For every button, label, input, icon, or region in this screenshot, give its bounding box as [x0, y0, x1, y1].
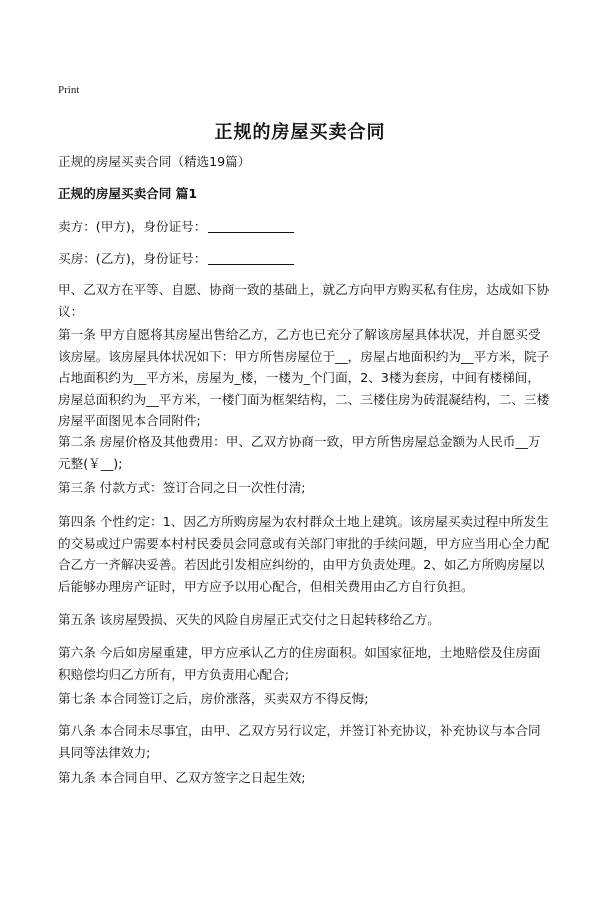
article-8: 第八条 本合同未尽事宜，由甲、乙双方另行议定，并签订补充协议，补充协议与本合同具同等法律效力; [58, 723, 541, 760]
section-heading: 正规的房屋买卖合同 篇1 [58, 186, 198, 201]
buyer-id-blank [208, 250, 294, 265]
buyer-label: 买房：(乙方)，身份证号： [58, 251, 207, 266]
print-label: Print [58, 84, 80, 96]
buyer-line [58, 248, 550, 270]
article-9: 第九条 本合同自甲、乙双方签字之日起生效; [58, 770, 306, 785]
seller-id-blank [208, 218, 294, 233]
article-5: 第五条 该房屋毁损、灭失的风险自房屋正式交付之日起转移给乙方。 [58, 612, 440, 627]
seller-line [58, 216, 550, 238]
article-1: 第一条 甲方自愿将其房屋出售给乙方，乙方也已充分了解该房屋具体状况，并自愿买受该房屋。该房屋具体状况如下：甲方所售房屋位于__，房屋占地面积约为__平方米，院子占地面积约为__平方米，房屋为_楼，一楼为_个门面，2、3楼为套房，中间有楼梯间，房屋总面积约为__平方米，一楼门面为框架结构，二、三楼住房为砖混凝结构，二、三楼房屋平面图见本合同附件; [58, 327, 550, 428]
article-4: 第四条 个性约定：1、因乙方所购房屋为农村群众土地上建筑。该房屋买卖过程中所发生的交易或过户需要本村村民委员会同意或有关部门审批的手续问题，甲方应当用心全力配合乙方一齐解决妥善。若因此引发相应纠纷的，由甲方负责处理。2、如乙方所购房屋以后能够办理房产证时，甲方应予以用心配合，但相关费用由乙方自行负担。 [58, 514, 550, 594]
document-title: 正规的房屋买卖合同 [214, 122, 386, 143]
article-7: 第七条 本合同签订之后，房价涨落，买卖双方不得反悔; [58, 691, 369, 706]
article-6: 第六条 今后如房屋重建，甲方应承认乙方的住房面积。如国家征地，土地赔偿及住房面积赔偿均归乙方所有，甲方负责用心配合; [58, 645, 541, 682]
seller-label: 卖方：(甲方)，身份证号： [58, 219, 207, 234]
intro-paragraph: 甲、乙双方在平等、自愿、协商一致的基础上，就乙方向甲方购买私有住房，达成如下协议： [58, 282, 550, 319]
article-3: 第三条 付款方式：签订合同之日一次性付清; [58, 480, 306, 495]
document-subtitle: 正规的房屋买卖合同（精选19篇） [58, 154, 251, 169]
article-2: 第二条 房屋价格及其他费用：甲、乙双方协商一致，甲方所售房屋总金额为人民币__万元整(￥__); [58, 434, 541, 471]
